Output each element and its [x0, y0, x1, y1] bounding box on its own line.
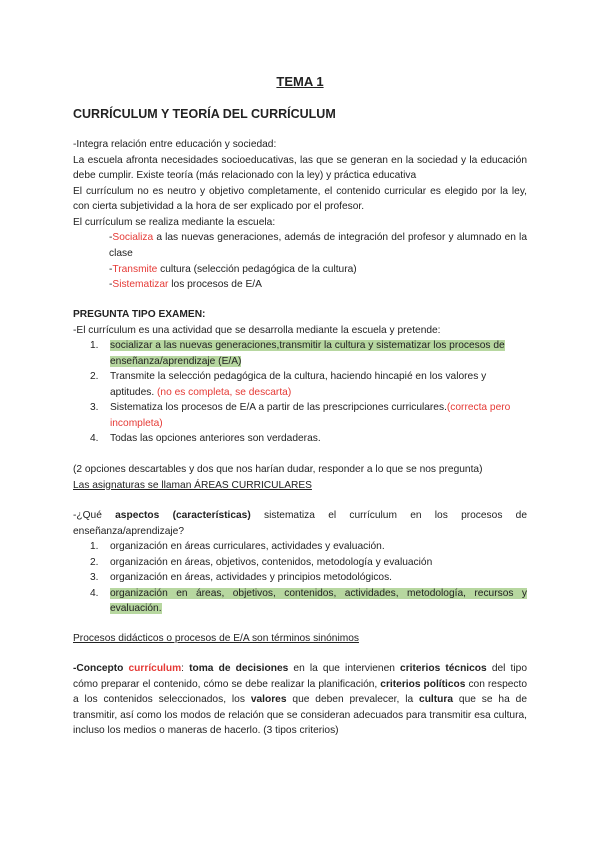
section-heading: CURRÍCULUM Y TEORÍA DEL CURRÍCULUM: [73, 107, 336, 121]
intro-line: -Integra relación entre educación y sociedad:: [73, 139, 277, 150]
intro-section: [73, 137, 527, 261]
exam-footnote-block: [73, 462, 527, 493]
exam-option: 1. socializar a las nuevas generaciones,transmitir la cultura y sistematizar los procesos de enseñanza/aprendizaje (E/A): [90, 340, 505, 367]
question2-section: [73, 508, 527, 539]
question2-options-block: [73, 539, 527, 617]
exam-heading: PREGUNTA TIPO EXAMEN:: [73, 309, 206, 320]
exam-option: 3. Sistematiza los procesos de E/A a partir de las prescripciones curriculares.(correcta pero incompleta): [90, 402, 511, 429]
exam-section: [73, 307, 527, 447]
page-title: TEMA 1: [276, 74, 324, 89]
intro-paragraph: La escuela afronta necesidades socioeducativas, las que se generan en la sociedad y la educación debe cumplir. Existe teoría (más relacionado con la ley) y práctica educativa: [73, 154, 527, 181]
question2-option: 1. organización en áreas curriculares, actividades y evaluación.: [90, 541, 385, 552]
question2-option: 4. organización en áreas, objetivos, contenidos, actividades, metodología, recursos y evaluación.: [90, 587, 527, 614]
question2-option: 2. organización en áreas, objetivos, contenidos, metodología y evaluación: [90, 556, 433, 568]
concept-paragraph: -Concepto currículum: toma de decisiones en la que intervienen criterios técnicos del tipo cómo preparar el contenido, cómo se debe realizar la planificación, criterios políticos con respecto a los contenidos seleccionados, los valores que deben prevalecer, la cultura que se ha de transmitir, así como los modos de relación que se consideran adecuados para transmitir esa cultura, incluso los medios o maneras de hacerlo. (3 tipos criterios): [73, 663, 527, 736]
question2-option: 3. organización en áreas, actividades y principios metodológicos.: [90, 572, 393, 583]
intro-item: -Transmite cultura (selección pedagógica de la cultura): [109, 264, 357, 275]
intro-line: El currículum se realiza mediante la escuela:: [73, 216, 276, 228]
question2-options: [73, 539, 527, 617]
intro-item: -Sistematizar los procesos de E/A: [109, 279, 262, 290]
exam-footnote: (2 opciones descartables y dos que nos harían dudar, responder a lo que se nos pregunta): [73, 464, 483, 475]
exam-options: [73, 338, 527, 447]
intro-item: -Socializa a las nuevas generaciones, además de integración del profesor y alumnado en la clase: [109, 232, 527, 259]
exam-option: 2. Transmite la selección pedagógica de la cultura, haciendo hincapié en los valores y aptitudes. (no es completa, se descarta): [90, 371, 487, 398]
intro-paragraph: El currículum no es neutro y objetivo completamente, el contenido curricular es elegido por la ley, con cierta subjetividad a la hora de ser explicado por el profesor.: [73, 185, 527, 212]
areas-note: Las asignaturas se llaman ÁREAS CURRICULARES: [73, 479, 312, 491]
question2-text: -¿Qué aspectos (características) sistematiza el currículum en los procesos de enseñanza/aprendizaje?: [73, 510, 528, 537]
exam-question: -El currículum es una actividad que se desarrolla mediante la escuela y pretende:: [73, 324, 441, 336]
exam-option: 4. Todas las opciones anteriores son verdaderas.: [90, 433, 321, 444]
processes-note: Procesos didácticos o procesos de E/A son términos sinónimos: [73, 633, 359, 644]
